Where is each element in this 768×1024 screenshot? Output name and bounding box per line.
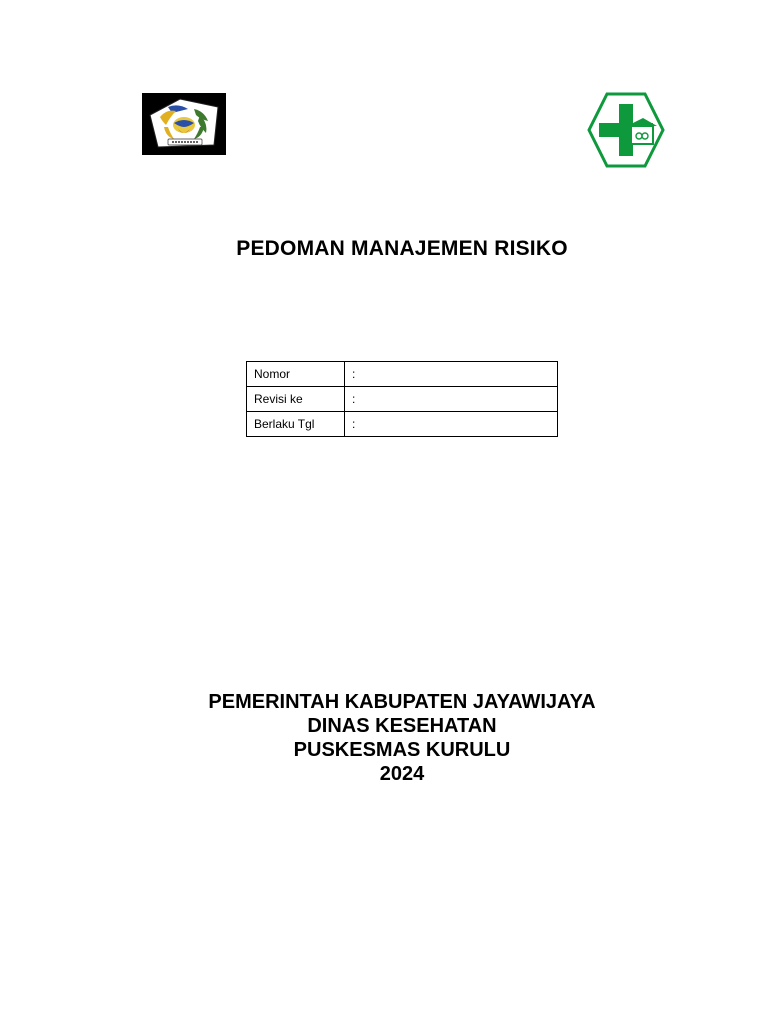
berlaku-value: : [345, 412, 558, 437]
nomor-label: Nomor [247, 362, 345, 387]
table-row [247, 362, 558, 387]
document-year: 2024 [379, 763, 425, 785]
department-name: DINAS KESEHATAN [307, 715, 497, 737]
nomor-value: : [345, 362, 558, 387]
document-info-table [246, 361, 558, 437]
puskesmas-green-cross-icon [587, 92, 665, 168]
revisi-value: : [345, 387, 558, 412]
issuer-block [0, 690, 768, 786]
jayawijaya-regency-emblem-icon [142, 93, 226, 155]
puskesmas-logo [587, 92, 665, 168]
table-row [247, 387, 558, 412]
document-title: PEDOMAN MANAJEMEN RISIKO [236, 237, 568, 260]
revisi-label: Revisi ke [247, 387, 345, 412]
table-row [247, 412, 558, 437]
facility-name: PUSKESMAS KURULU [293, 739, 511, 761]
berlaku-label: Berlaku Tgl [247, 412, 345, 437]
jayawijaya-regency-logo [142, 93, 226, 155]
government-name: PEMERINTAH KABUPATEN JAYAWIJAYA [208, 691, 596, 713]
